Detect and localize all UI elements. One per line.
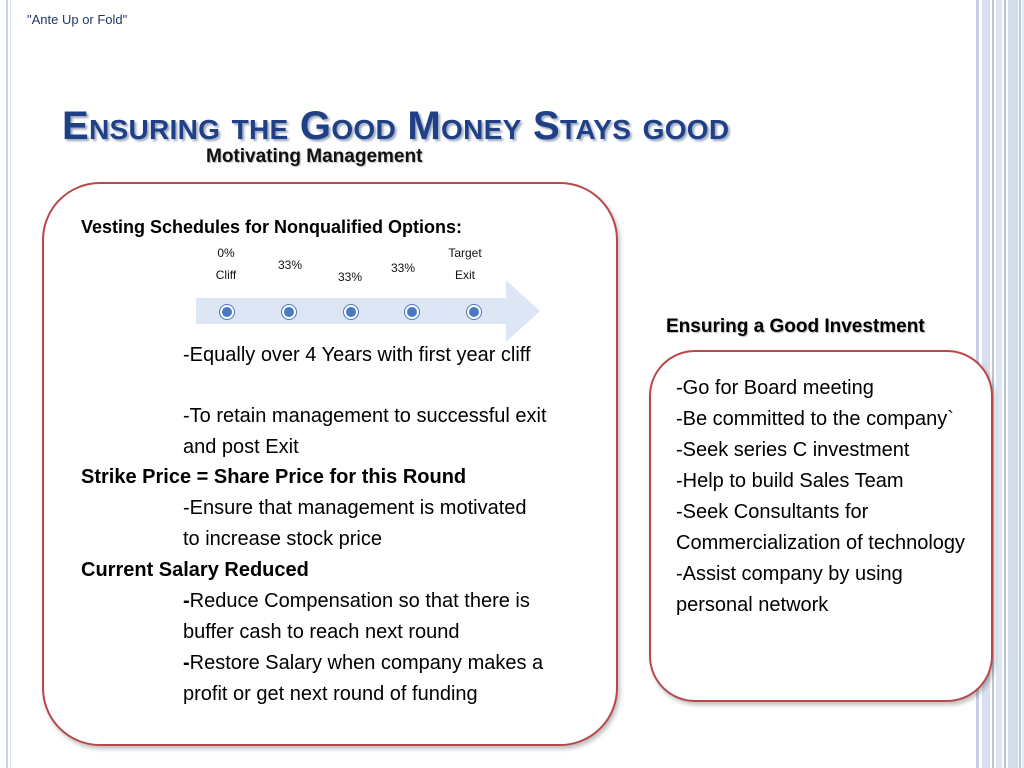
timeline-dot: [344, 305, 358, 319]
salary-point-1: [183, 586, 578, 648]
timeline-dot: [220, 305, 234, 319]
list-item: -Assist company by using personal network: [676, 563, 903, 616]
decor-stripe: [996, 0, 1002, 768]
timeline-label-4: [440, 242, 490, 286]
timeline-label-2: [330, 266, 370, 288]
timeline-label-1: [270, 254, 310, 276]
timeline-label-line: 33%: [337, 270, 363, 284]
list-item: -Seek series C investment: [676, 439, 910, 461]
timeline-label-line: 33%: [390, 261, 416, 275]
dash: -: [183, 652, 190, 674]
left-border-rule-inner: [10, 0, 11, 768]
list-item: -Help to build Sales Team: [676, 470, 904, 492]
salary-point-2-text: Restore Salary when company makes a profit or get next round of funding: [183, 652, 544, 705]
vesting-heading: Vesting Schedules for Nonqualified Options:: [81, 217, 463, 237]
decor-stripe: [1004, 0, 1006, 768]
timeline-label-line: Target: [448, 246, 482, 260]
dash: -: [183, 590, 190, 612]
slide-subtitle: Motivating Management: [206, 146, 423, 167]
list-item: -Be committed to the company`: [676, 408, 954, 430]
timeline-label-line: Cliff: [215, 268, 237, 282]
slide-title: Ensuring the Good Money Stays good: [62, 104, 730, 148]
investment-heading: Ensuring a Good Investment: [666, 316, 925, 337]
timeline-dot: [405, 305, 419, 319]
list-item: -Seek Consultants for Commercialization of technology: [676, 501, 966, 554]
header-text: "Ante Up or Fold": [27, 12, 128, 27]
strike-price-point: -Ensure that management is motivated to increase stock price: [183, 497, 527, 550]
vesting-point-2: -To retain management to successful exit and post Exit: [183, 405, 547, 458]
strike-price-heading: Strike Price = Share Price for this Round: [81, 466, 467, 488]
salary-heading: Current Salary Reduced: [81, 559, 309, 581]
decor-stripe: [1008, 0, 1018, 768]
vesting-timeline: [196, 280, 540, 342]
timeline-dot: [467, 305, 481, 319]
timeline-label-3: [383, 257, 423, 279]
decor-stripe: [1019, 0, 1021, 768]
timeline-arrow: [196, 280, 540, 342]
timeline-label-line: 33%: [277, 258, 303, 272]
left-border-rule: [6, 0, 8, 768]
investment-list: [676, 373, 976, 621]
salary-point-1-text: Reduce Compensation so that there is buffer cash to reach next round: [183, 590, 530, 643]
salary-point-2: [183, 648, 578, 710]
timeline-label-line: Exit: [454, 268, 475, 282]
vesting-point-1: -Equally over 4 Years with first year cliff: [183, 344, 531, 366]
timeline-label-line: 0%: [217, 246, 235, 260]
list-item: -Go for Board meeting: [676, 377, 874, 399]
timeline-dot: [282, 305, 296, 319]
timeline-label-0: [206, 242, 246, 286]
